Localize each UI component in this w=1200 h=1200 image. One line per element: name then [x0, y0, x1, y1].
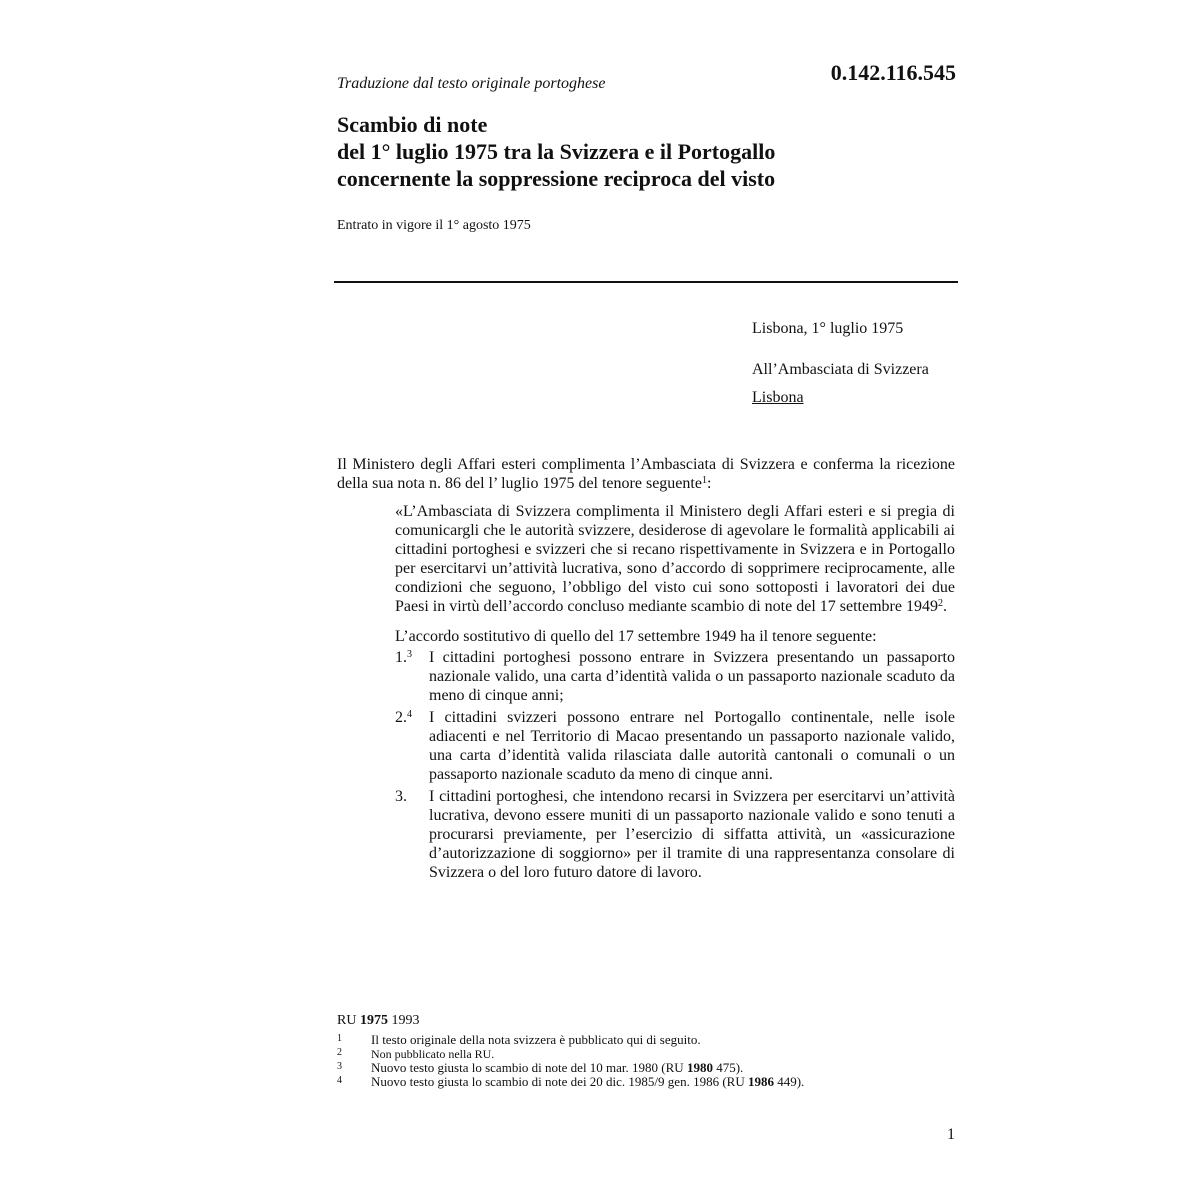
intro-text: Il Ministero degli Affari esteri complimenta l’Ambasciata di Svizzera e conferma la ricezione della sua nota n. 86 del l’ luglio 1975 del tenore seguente [337, 456, 955, 492]
footnote-text-main: Il testo originale della nota svizzera è pubblicato qui di seguito. [371, 1032, 701, 1047]
item-number-label: 2. [395, 709, 407, 726]
list-item [395, 787, 955, 882]
quote-p1-end: . [942, 598, 947, 615]
item-number [395, 648, 429, 705]
ru-page: 1993 [391, 1013, 420, 1028]
footnote-ref-3[interactable]: 3 [407, 649, 412, 660]
list-item [395, 708, 955, 784]
footnote [337, 1075, 957, 1089]
ru-prefix: RU [337, 1013, 357, 1028]
footnote-text-main: Nuovo testo giusta lo scambio di note dei 20 dic. 1985/9 gen. 1986 (RU [371, 1074, 748, 1089]
footnote-text [371, 1033, 701, 1047]
letter-addressee: All’Ambasciata di Svizzera [752, 361, 929, 378]
footnote-number: 2 [337, 1047, 342, 1058]
footnote-number: 4 [337, 1075, 342, 1086]
document-number: 0.142.116.545 [830, 60, 956, 85]
footnote-text-after: 475). [712, 1060, 744, 1075]
footnote-text [371, 1061, 743, 1075]
intro-end: : [706, 475, 712, 492]
title-line-2: del 1° luglio 1975 tra la Svizzera e il Portogallo [337, 139, 776, 164]
footnote-ref-1[interactable]: 1 [701, 475, 707, 486]
header-divider [334, 281, 958, 283]
item-number-label: 1. [395, 649, 407, 666]
document-subtitle: Traduzione dal testo originale portoghese [337, 75, 606, 92]
footnote-text-bold: 1986 [747, 1074, 774, 1089]
quote-paragraph-2: L’accordo sostitutivo di quello del 17 settembre 1949 ha il tenore seguente: [395, 628, 877, 645]
in-force-date: Entrato in vigore il 1° agosto 1975 [337, 218, 531, 233]
footnote [337, 1047, 957, 1061]
quote-p1-text: «L’Ambasciata di Svizzera complimenta il Ministero degli Affari esteri e si pregia di comunicargli che le autorità svizzere, desiderose di agevolare le formalità applicabili ai cittadini portoghesi e svizzeri che si recano rispettivamente in Svizzera e in Portogallo per esercitarvi un’attività lucrativa, sono d’accordo di sopprimere reciprocamente, alle condizioni che seguono, l’obbligo del visto cui sono sottoposti i lavoratori dei due Paesi in virtù dell’accordo concluso mediante scambio di note del 17 settembre 1949 [395, 503, 955, 615]
footnote-ref-2[interactable]: 2 [937, 598, 943, 609]
list-item [395, 648, 955, 705]
footnote [337, 1033, 957, 1047]
footnote-ref-4[interactable]: 4 [407, 709, 412, 720]
letter-date-place: Lisbona, 1° luglio 1975 [752, 320, 904, 337]
footnote-text-after: 449). [773, 1074, 805, 1089]
footnote-text-main: Nuovo testo giusta lo scambio di note del 10 mar. 1980 (RU [371, 1060, 687, 1075]
item-number [395, 787, 429, 882]
footnote-text-main: Non pubblicato nella RU. [371, 1047, 495, 1061]
title-line-3: concernente la soppressione reciproca del visto [337, 166, 776, 191]
ru-reference [337, 1013, 419, 1029]
item-number [395, 708, 429, 784]
item-text: I cittadini portoghesi possono entrare in Svizzera presentando un passaporto nazionale valido, una carta d’identità valida o un passaporto nazionale scaduto da meno di cinque anni; [429, 649, 955, 704]
footnote-text-bold: 1980 [686, 1060, 713, 1075]
footnotes [337, 1033, 957, 1089]
intro-paragraph [337, 455, 955, 493]
footnote-text [371, 1075, 804, 1089]
item-number-label: 3. [395, 788, 407, 805]
footnote [337, 1061, 957, 1075]
quote-paragraph-1 [395, 502, 955, 616]
letter-addressee-city: Lisbona [752, 389, 804, 406]
footnote-text [371, 1047, 494, 1061]
item-text: I cittadini svizzeri possono entrare nel Portogallo continentale, nelle isole adiacenti e nel Territorio di Macao presentando un passaporto nazionale valido, una carta d’identità valida rilasciata dalle autorità cantonali o comunali o un passaporto nazionale scaduto da meno di cinque anni. [429, 709, 955, 783]
document-title [337, 111, 775, 192]
footnote-number: 1 [337, 1033, 342, 1044]
item-text: I cittadini portoghesi, che intendono recarsi in Svizzera per esercitarvi un’attività lucrativa, devono essere muniti di un passaporto nazionale valido e sono tenuti a procurarsi previamente, per l’esercizio di siffatta attività, un «assicurazione d’autorizzazione di soggiorno» per il tramite di una rappresentanza consolare di Svizzera o del loro futuro datore di lavoro. [429, 788, 955, 881]
title-line-1: Scambio di note [337, 112, 488, 137]
footnote-number: 3 [337, 1061, 342, 1072]
page-number: 1 [947, 1126, 955, 1143]
quoted-note [395, 502, 955, 882]
ru-year: 1975 [359, 1013, 388, 1028]
agreement-items [395, 648, 955, 882]
